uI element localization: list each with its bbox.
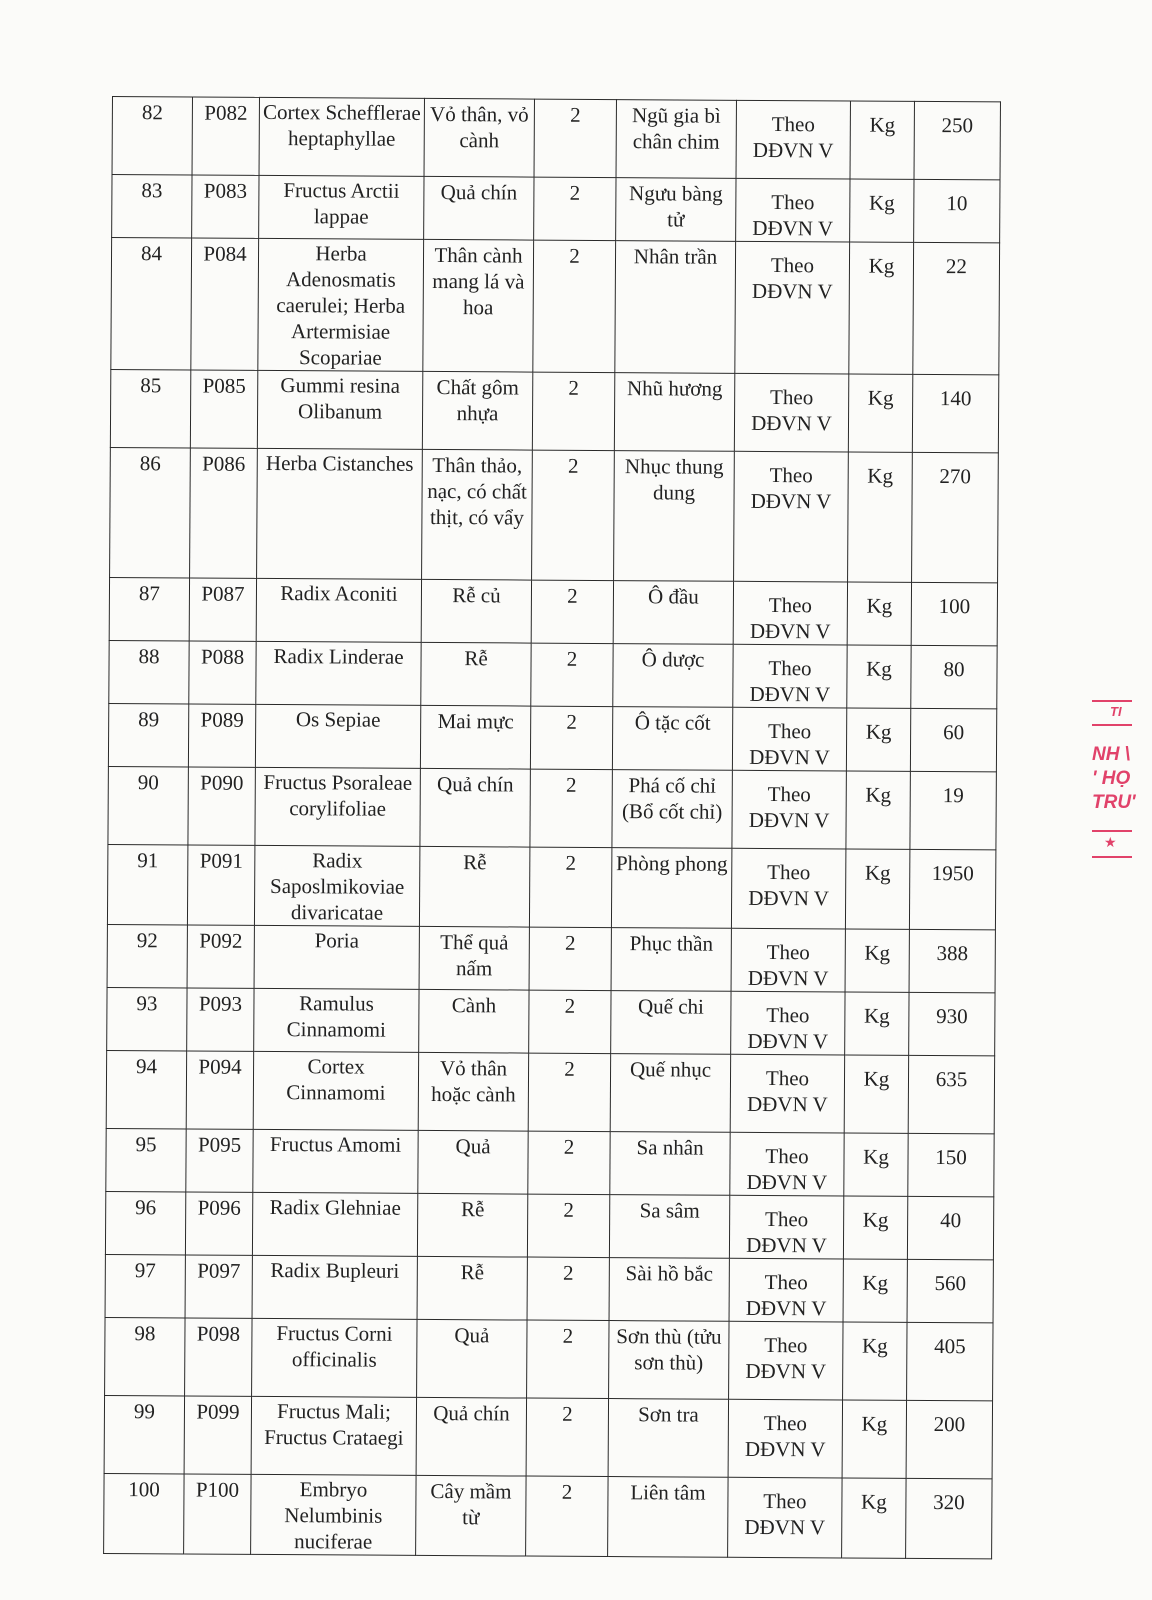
- cell-standard: Theo DĐVN V: [731, 991, 845, 1055]
- table-row: [105, 1191, 993, 1259]
- cell-quantity: 40: [907, 1196, 993, 1260]
- cell-vietnamese-name: Ngũ gia bì chân chim: [616, 100, 736, 179]
- stamp-text-2: NH \: [1092, 744, 1130, 765]
- cell-stt: 84: [111, 238, 192, 370]
- cell-code: P094: [186, 1051, 253, 1129]
- cell-standard: Theo DĐVN V: [734, 373, 848, 452]
- cell-part-used: Cây mầm từ: [416, 1475, 526, 1556]
- cell-stt: 97: [105, 1254, 185, 1317]
- cell-group: 2: [532, 372, 614, 450]
- cell-group: 2: [526, 1476, 608, 1556]
- cell-part-used: Vỏ thân, vỏ cành: [424, 98, 534, 177]
- table-row: [112, 175, 1000, 243]
- cell-code: P089: [188, 704, 255, 767]
- stamp-text-4: TRU': [1092, 792, 1136, 813]
- cell-code: P086: [190, 448, 258, 578]
- cell-standard: Theo DĐVN V: [728, 1477, 842, 1558]
- cell-code: P087: [189, 578, 256, 641]
- cell-standard: Theo DĐVN V: [732, 707, 846, 771]
- cell-latin-name: Radix Saposlmikoviae divaricatae: [254, 845, 419, 926]
- cell-group: 2: [531, 643, 613, 706]
- cell-unit: Kg: [842, 1400, 906, 1478]
- cell-vietnamese-name: Sa sâm: [609, 1195, 729, 1259]
- cell-quantity: 270: [912, 452, 999, 583]
- cell-latin-name: Cortex Schefflerae heptaphyllae: [259, 97, 424, 176]
- cell-part-used: Cành: [419, 989, 529, 1053]
- cell-vietnamese-name: Liên tâm: [608, 1477, 728, 1558]
- cell-unit: Kg: [850, 101, 914, 179]
- cell-quantity: 1950: [909, 849, 995, 930]
- cell-group: 2: [533, 240, 616, 372]
- cell-code: P085: [190, 370, 257, 448]
- cell-latin-name: Os Sepiae: [255, 704, 420, 768]
- cell-quantity: 250: [914, 101, 1000, 180]
- table-row: [109, 640, 997, 708]
- cell-latin-name: Fructus Arctii lappae: [259, 175, 424, 239]
- cell-unit: Kg: [845, 929, 909, 992]
- table-row: [108, 703, 996, 771]
- cell-standard: Theo DĐVN V: [729, 1321, 843, 1400]
- cell-latin-name: Fructus Psoraleae corylifoliae: [255, 767, 420, 846]
- cell-code: P082: [192, 97, 259, 175]
- cell-vietnamese-name: Quế chi: [611, 991, 731, 1055]
- cell-quantity: 22: [913, 242, 1000, 375]
- cell-stt: 93: [107, 987, 187, 1050]
- cell-quantity: 140: [912, 374, 998, 453]
- cell-vietnamese-name: Quế nhục: [610, 1054, 730, 1133]
- cell-vietnamese-name: Phá cố chỉ (Bổ cốt chỉ): [612, 770, 732, 849]
- table-row: [110, 369, 998, 452]
- cell-code: P091: [187, 845, 254, 925]
- cell-part-used: Rễ: [419, 846, 529, 927]
- cell-vietnamese-name: Nhân trần: [615, 241, 736, 374]
- cell-quantity: 19: [910, 771, 996, 850]
- cell-quantity: 80: [911, 645, 997, 709]
- table-row: [111, 238, 1000, 375]
- cell-code: P092: [187, 925, 254, 988]
- cell-standard: Theo DĐVN V: [731, 928, 845, 992]
- cell-standard: Theo DĐVN V: [733, 644, 847, 708]
- cell-group: 2: [531, 580, 613, 643]
- cell-unit: Kg: [845, 992, 909, 1055]
- cell-latin-name: Fructus Amomi: [253, 1129, 418, 1193]
- cell-part-used: Quả chín: [424, 176, 534, 240]
- cell-part-used: Thể quả nấm: [419, 926, 529, 990]
- cell-vietnamese-name: Nhũ hương: [614, 373, 734, 452]
- cell-code: P099: [184, 1396, 251, 1474]
- cell-stt: 82: [112, 97, 192, 175]
- red-seal-stamp: [1092, 700, 1152, 880]
- cell-standard: Theo DĐVN V: [730, 1054, 844, 1133]
- cell-vietnamese-name: Ô tặc cốt: [612, 707, 732, 771]
- cell-unit: Kg: [842, 1478, 906, 1558]
- cell-unit: Kg: [847, 645, 911, 708]
- cell-code: P097: [185, 1255, 252, 1318]
- cell-quantity: 100: [911, 582, 997, 646]
- cell-group: 2: [529, 847, 611, 927]
- cell-part-used: Quả: [418, 1130, 528, 1194]
- cell-latin-name: Radix Aconiti: [256, 578, 421, 642]
- cell-part-used: Vỏ thân hoặc cành: [418, 1052, 528, 1131]
- cell-latin-name: Fructus Mali; Fructus Crataegi: [251, 1396, 416, 1475]
- cell-latin-name: Radix Linderae: [256, 641, 421, 705]
- cell-unit: Kg: [843, 1322, 907, 1400]
- cell-code: P100: [184, 1474, 251, 1554]
- table-row: [110, 447, 999, 582]
- cell-latin-name: Gummi resina Olibanum: [257, 370, 422, 449]
- cell-part-used: Thân cành mang lá và hoa: [423, 239, 534, 372]
- cell-quantity: 320: [906, 1478, 992, 1559]
- cell-stt: 98: [105, 1317, 185, 1395]
- table-row: [104, 1395, 992, 1478]
- cell-latin-name: Cortex Cinnamomi: [253, 1051, 418, 1130]
- cell-unit: Kg: [846, 771, 910, 849]
- cell-part-used: Quả chín: [420, 768, 530, 847]
- cell-stt: 96: [105, 1191, 185, 1254]
- cell-quantity: 930: [909, 992, 995, 1056]
- stamp-text-1: TI: [1110, 704, 1122, 719]
- cell-group: 2: [527, 1320, 609, 1398]
- cell-part-used: Quả chín: [416, 1397, 526, 1476]
- cell-stt: 91: [107, 844, 187, 924]
- table-row: [112, 97, 1000, 180]
- table-row: [107, 924, 995, 992]
- cell-group: 2: [528, 1131, 610, 1194]
- cell-unit: Kg: [845, 849, 909, 929]
- cell-latin-name: Radix Glehniae: [252, 1192, 417, 1256]
- table-row: [106, 1128, 994, 1196]
- cell-unit: Kg: [847, 582, 911, 645]
- table-row: [105, 1317, 993, 1400]
- cell-stt: 95: [106, 1128, 186, 1191]
- cell-part-used: Rễ: [421, 642, 531, 706]
- cell-part-used: Thân thảo, nạc, có chất thịt, có vẩy: [422, 449, 533, 580]
- cell-part-used: Rễ củ: [421, 579, 531, 643]
- cell-quantity: 635: [908, 1055, 994, 1134]
- cell-group: 2: [530, 769, 612, 847]
- cell-quantity: 10: [914, 179, 1000, 243]
- cell-vietnamese-name: Phục thần: [611, 928, 731, 992]
- cell-quantity: 150: [908, 1133, 994, 1197]
- cell-part-used: Mai mực: [420, 705, 530, 769]
- cell-vietnamese-name: Sơn tra: [608, 1399, 728, 1478]
- cell-code: P095: [186, 1129, 253, 1192]
- cell-code: P088: [189, 641, 256, 704]
- table-row: [109, 577, 997, 645]
- table-row: [104, 1473, 992, 1558]
- cell-group: 2: [534, 99, 616, 177]
- cell-standard: Theo DĐVN V: [733, 581, 847, 645]
- table-row: [106, 1050, 994, 1133]
- cell-stt: 90: [108, 766, 188, 844]
- cell-latin-name: Embryo Nelumbinis nuciferae: [251, 1474, 416, 1555]
- cell-group: 2: [529, 927, 611, 990]
- cell-standard: Theo DĐVN V: [729, 1258, 843, 1322]
- cell-group: 2: [529, 990, 611, 1053]
- cell-standard: Theo DĐVN V: [734, 451, 849, 582]
- cell-vietnamese-name: Sơn thù (tửu sơn thù): [609, 1321, 729, 1400]
- stamp-text-3: ' HỌ: [1092, 768, 1131, 789]
- cell-part-used: Quả: [417, 1319, 527, 1398]
- cell-stt: 89: [108, 703, 188, 766]
- cell-stt: 83: [112, 175, 192, 238]
- cell-vietnamese-name: Sài hồ bắc: [609, 1258, 729, 1322]
- table-row: [105, 1254, 993, 1322]
- cell-latin-name: Herba Adenosmatis caerulei; Herba Artermisiae Scopariae: [258, 238, 424, 371]
- cell-stt: 87: [109, 577, 189, 640]
- cell-stt: 99: [104, 1395, 184, 1473]
- cell-standard: Theo DĐVN V: [730, 1132, 844, 1196]
- cell-code: P084: [191, 238, 259, 370]
- cell-standard: Theo DĐVN V: [732, 770, 846, 849]
- cell-stt: 100: [104, 1473, 184, 1553]
- cell-latin-name: Herba Cistanches: [257, 448, 423, 579]
- cell-standard: Theo DĐVN V: [729, 1195, 843, 1259]
- cell-vietnamese-name: Ô đầu: [613, 581, 733, 645]
- table-row: [107, 844, 995, 929]
- cell-latin-name: Radix Bupleuri: [252, 1255, 417, 1319]
- cell-vietnamese-name: Ô dược: [613, 644, 733, 708]
- cell-latin-name: Fructus Corni officinalis: [252, 1318, 417, 1397]
- cell-code: P090: [188, 767, 255, 845]
- cell-stt: 85: [110, 369, 190, 447]
- cell-stt: 92: [107, 924, 187, 987]
- cell-group: 2: [527, 1257, 609, 1320]
- cell-quantity: 388: [909, 929, 995, 993]
- cell-standard: Theo DĐVN V: [731, 848, 845, 929]
- cell-code: P098: [185, 1318, 252, 1396]
- cell-group: 2: [527, 1194, 609, 1257]
- cell-vietnamese-name: Phòng phong: [611, 848, 731, 929]
- cell-unit: Kg: [843, 1259, 907, 1322]
- cell-part-used: Rễ: [417, 1256, 527, 1320]
- cell-quantity: 60: [910, 708, 996, 772]
- cell-stt: 88: [109, 640, 189, 703]
- cell-latin-name: Poria: [254, 925, 419, 989]
- cell-stt: 94: [106, 1050, 186, 1128]
- cell-code: P083: [192, 175, 259, 238]
- cell-unit: Kg: [849, 242, 914, 374]
- cell-unit: Kg: [843, 1196, 907, 1259]
- cell-unit: Kg: [848, 374, 912, 452]
- cell-code: P093: [187, 988, 254, 1051]
- cell-latin-name: Ramulus Cinnamomi: [254, 988, 419, 1052]
- cell-quantity: 560: [907, 1259, 993, 1323]
- cell-unit: Kg: [844, 1055, 908, 1133]
- cell-quantity: 405: [907, 1322, 993, 1401]
- cell-part-used: Chất gôm nhựa: [422, 371, 532, 450]
- cell-standard: Theo DĐVN V: [728, 1399, 842, 1478]
- cell-stt: 86: [110, 447, 191, 577]
- cell-group: 2: [526, 1398, 608, 1476]
- table-row: [108, 766, 996, 849]
- cell-group: 2: [528, 1053, 610, 1131]
- cell-standard: Theo DĐVN V: [736, 178, 850, 242]
- cell-standard: Theo DĐVN V: [736, 100, 850, 179]
- cell-code: P096: [185, 1192, 252, 1255]
- cell-quantity: 200: [906, 1400, 992, 1479]
- cell-unit: Kg: [846, 708, 910, 771]
- cell-unit: Kg: [850, 179, 914, 242]
- cell-group: 2: [532, 450, 615, 580]
- cell-standard: Theo DĐVN V: [735, 241, 850, 374]
- drug-list-table: [103, 96, 1001, 1559]
- cell-vietnamese-name: Sa nhân: [610, 1132, 730, 1196]
- cell-part-used: Rễ: [417, 1193, 527, 1257]
- cell-vietnamese-name: Nhục thung dung: [614, 451, 735, 582]
- cell-unit: Kg: [844, 1133, 908, 1196]
- cell-unit: Kg: [848, 452, 913, 582]
- cell-group: 2: [534, 177, 616, 240]
- table-row: [107, 987, 995, 1055]
- star-icon: ★: [1104, 834, 1117, 850]
- cell-vietnamese-name: Ngưu bàng tử: [616, 178, 736, 242]
- cell-group: 2: [530, 706, 612, 769]
